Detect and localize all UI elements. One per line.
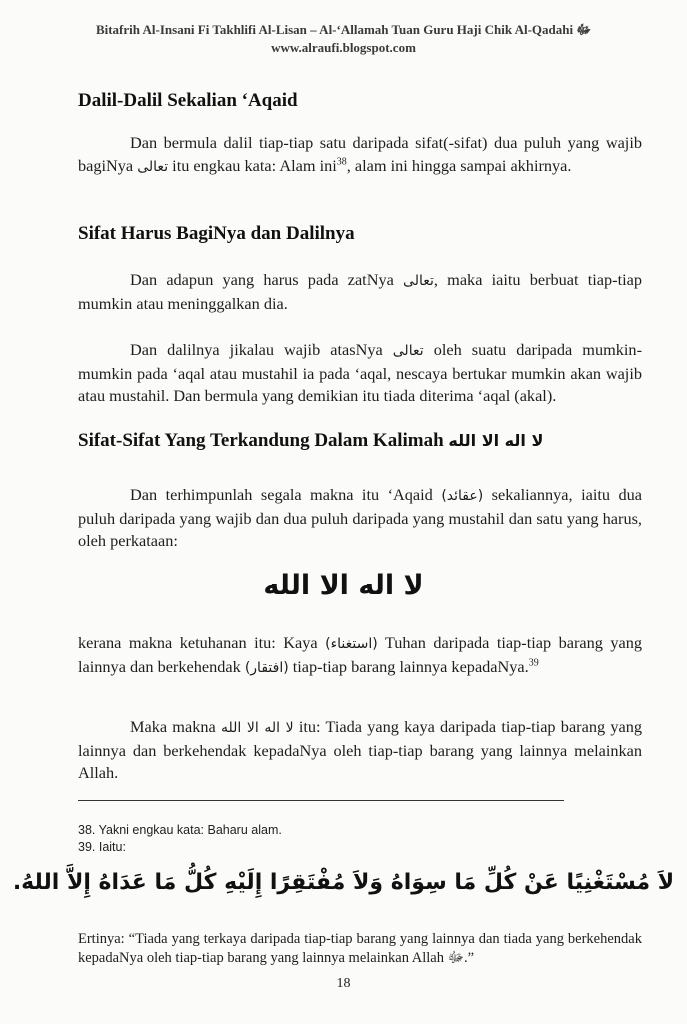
section-paragraph [78,132,642,178]
translation-text: Ertinya: “Tiada yang terkaya daripada tiap-tiap barang yang lainnya dan tiada yang berkehendak kepadaNya oleh tiap-tiap barang yang lainnya melainkan Allah ﷻ.” [78,931,642,966]
paragraph-text: kerana makna ketuhanan itu: Kaya (استغناء) Tuhan daripada tiap-tiap barang yang lainnya dan berkehendak (افتقار) tiap-tiap barang lainnya kepadaNya.$^{39}$ [78,633,642,676]
footnote-38: 38. Yakni engkau kata: Baharu alam. [78,823,282,837]
section-paragraph [78,339,642,408]
section-paragraph [78,269,642,315]
paragraph-text: Maka makna لا اله الا الله itu: Tiada yang kaya daripada tiap-tiap barang yang lainnya dan berkehendak kepadaNya oleh tiap-tiap barang yang lainnya melainkan Allah. [78,717,642,782]
section-paragraph [78,484,642,553]
section-paragraph [78,632,642,679]
salutation-glyph: ﷻ [576,22,592,37]
paragraph-text: Dan dalilnya jikalau wajib atasNya تعالى oleh suatu daripada mumkin-mumkin pada ‘aqal atau mustahil ia pada ‘aqal, nescaya bertukar mumkin akan wajib atau mustahil. Dan bermula yang demikian itu tiada diterima ‘aqal (akal). [78,340,642,405]
salutation-glyph: ﷻ [447,950,464,966]
section-paragraph [78,716,642,785]
paragraph-text: Dan bermula dalil tiap-tiap satu daripada sifat(-sifat) dua puluh yang wajib bagiNya تعالى itu engkau kata: Alam ini$^{38}$, alam ini hingga sampai akhirnya. [78,133,642,175]
section-heading-kalimah: Sifat-Sifat Yang Terkandung Dalam Kalimah لا اله الا الله [78,430,544,451]
kalimah-arabic: لا اله الا الله [263,570,424,601]
paragraph-text: Dan adapun yang harus pada zatNya تعالى, maka iaitu berbuat tiap-tiap mumkin atau meninggalkan dia. [78,270,642,313]
section-heading-sifat-harus: Sifat Harus BagiNya dan Dalilnya [78,223,355,244]
footnote-ref: 38 [336,156,347,168]
footnote-ref: 39 [528,657,539,669]
running-header-title: Bitafrih Al-Insani Fi Takhlifi Al-Lisan – Al-‘Allamah Tuan Guru Haji Chik Al-Qadahi ﷻ [95,22,592,37]
running-header-website: www.alraufi.blogspot.com [271,40,416,55]
footnote-arabic-quote: لاَ مُسْتَغْنِيًا عَنْ كُلِّ مَا سِوَاهُ وَلاَ مُفْتَقِرًا إِلَيْهِ كُلُّ مَا عَدَاهُ إِلاَّ اللهُ. [12,870,675,895]
paragraph-text: Dan terhimpunlah segala makna itu ‘Aqaid (عقائد) sekaliannya, iaitu dua puluh daripada yang wajib dan dua puluh daripada yang mustahil dan satu yang harus, oleh perkataan: [78,485,643,550]
footnote-39: 39. Iaitu: [78,840,126,854]
footnote-divider [78,800,564,801]
section-heading-dalil: Dalil-Dalil Sekalian ‘Aqaid [78,90,298,111]
page-number: 18 [336,976,351,991]
